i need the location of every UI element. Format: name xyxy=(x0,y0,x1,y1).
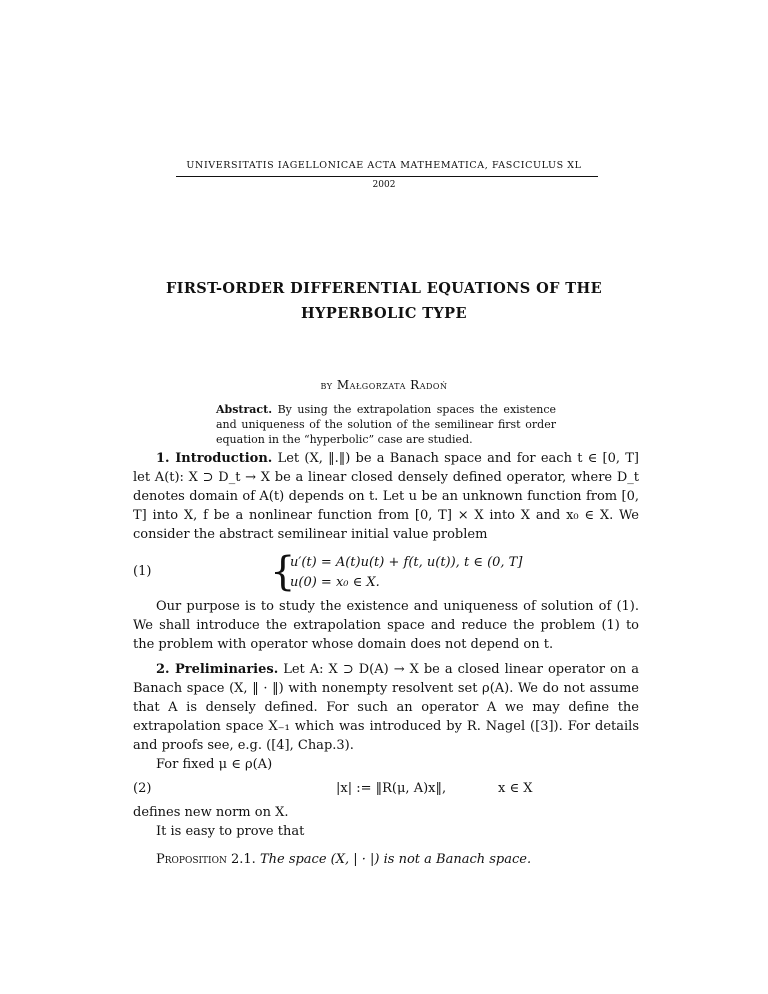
section-2-heading: 2. Preliminaries. xyxy=(156,662,279,677)
equation-1-line-2: u(0) = x₀ ∈ X. xyxy=(290,575,380,590)
abstract xyxy=(216,402,556,447)
equation-1-number: (1) xyxy=(133,564,152,579)
title-line-1: FIRST-ORDER DIFFERENTIAL EQUATIONS OF THE xyxy=(165,280,603,297)
equation-1 xyxy=(133,549,639,597)
section-2-text: Let A: X ⊃ D(A) → X be a closed linear operator on a Banach space (X, ‖ · ‖) with nonempty resolvent set ρ(A). We do not assume that A is densely defined. For such an operator A we may define the extrapolation space X₋₁ which was introduced by R. Nagel ([3]). For details and proofs see, e.g. ([4], Chap.3). xyxy=(133,662,639,753)
journal-year: 2002 xyxy=(372,180,396,190)
paper-title xyxy=(0,276,768,326)
proposition-label: Proposition 2.1. xyxy=(156,852,256,867)
equation-2 xyxy=(133,781,639,800)
abstract-text: By using the extrapolation spaces the existence and uniqueness of the solution of the semilinear first order equation in the “hyperbolic” case are studied. xyxy=(216,403,556,446)
new-norm-line: defines new norm on X. xyxy=(133,805,289,820)
easy-to-prove-line: It is easy to prove that xyxy=(156,824,305,839)
author-byline xyxy=(0,378,768,392)
equation-1-line-1: u′(t) = A(t)u(t) + f(t, u(t)), t ∈ (0, T] xyxy=(290,555,523,570)
equation-1-brace: { xyxy=(270,549,296,595)
journal-header: UNIVERSITATIS IAGELLONICAE ACTA MATHEMATICA, FASCICULUS XL xyxy=(186,160,582,171)
author-prefix: by xyxy=(320,378,337,392)
section-introduction xyxy=(133,449,639,544)
section-1-text: Let (X, ‖.‖) be a Banach space and for each t ∈ [0, T] let A(t): X ⊃ D_t → X be a linear closed densely defined operator, where D_t denotes domain of A(t) depends on t. Let u be an unknown function from [0, T] into X, f be a nonlinear function from [0, T] × X into X and x₀ ∈ X. We consider the abstract semilinear initial value problem xyxy=(133,451,639,542)
author-name: Małgorzata Radoń xyxy=(336,378,448,392)
equation-2-number: (2) xyxy=(133,781,152,796)
proposition-text: The space (X, | · |) is not a Banach space. xyxy=(255,852,532,867)
abstract-label: Abstract. xyxy=(216,403,273,416)
title-line-2: HYPERBOLIC TYPE xyxy=(301,305,467,322)
paragraph-purpose: Our purpose is to study the existence and uniqueness of solution of (1). We shall introduce the extrapolation space and reduce the problem (1) to the problem with operator whose domain does not depend on t. xyxy=(133,599,639,652)
section-preliminaries xyxy=(133,660,639,774)
equation-2-formula: |x| := ‖R(μ, A)x‖, xyxy=(336,781,447,796)
section-1-heading: 1. Introduction. xyxy=(156,451,273,466)
equation-2-condition: x ∈ X xyxy=(498,781,533,796)
proposition-2-1 xyxy=(156,852,646,867)
fixed-mu-line: For fixed μ ∈ ρ(A) xyxy=(156,757,273,772)
header-rule xyxy=(176,176,598,177)
